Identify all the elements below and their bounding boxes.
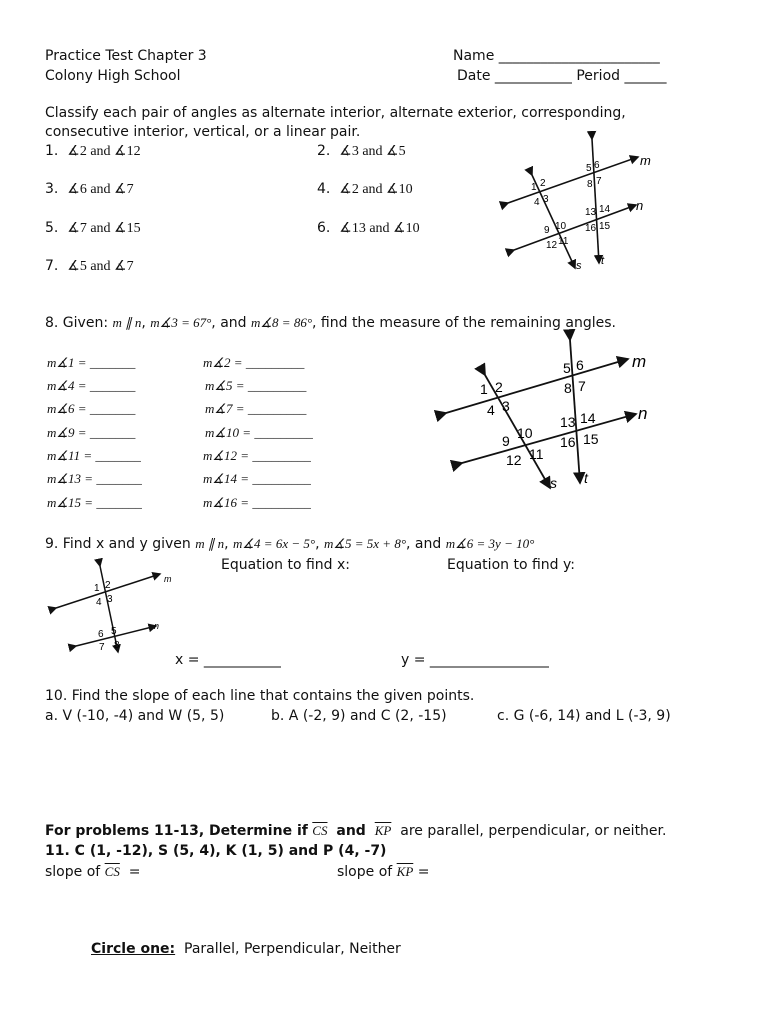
blank-m6[interactable]: m∡6 = _______	[47, 401, 136, 416]
name-field[interactable]: Name _______________________	[453, 48, 660, 64]
blank-m12[interactable]: m∡12 = _________	[203, 448, 311, 463]
q8-prompt: 8. Given: m ∥ n, m∡3 = 67°, and m∡8 = 86°, find the measure of the remaining angles.	[45, 315, 616, 331]
svg-text:m: m	[632, 352, 647, 371]
slope-kp-label: slope of $\overline{KP}$ =	[337, 864, 430, 880]
transversal-diagram-q9	[48, 560, 178, 660]
date-period-field[interactable]: Date ___________ Period ______	[457, 68, 667, 84]
transversal-diagram-small	[500, 135, 650, 275]
svg-text:8: 8	[587, 179, 593, 190]
transversal-diagram-large	[440, 335, 660, 495]
svg-text:12: 12	[506, 452, 522, 468]
svg-text:s: s	[576, 260, 582, 272]
svg-text:5: 5	[586, 163, 592, 174]
instructions-line-2: consecutive interior, vertical, or a linear pair.	[45, 124, 361, 140]
svg-text:11: 11	[529, 446, 544, 462]
x-answer-blank[interactable]: x = ___________	[175, 652, 281, 668]
svg-text:14: 14	[580, 410, 596, 426]
svg-text:16: 16	[560, 434, 576, 450]
svg-text:11: 11	[558, 236, 569, 247]
q10-part-b: b. A (-2, 9) and C (2, -15)	[271, 708, 447, 724]
svg-text:9: 9	[502, 433, 510, 449]
svg-text:5: 5	[563, 360, 571, 376]
svg-text:t: t	[601, 255, 605, 267]
course-title: Practice Test Chapter 3	[45, 48, 207, 64]
classify-item-2: 2. ∡3 and ∡5	[317, 143, 406, 159]
blank-m11[interactable]: m∡11 = _______	[47, 448, 141, 463]
q10-part-c: c. G (-6, 14) and L (-3, 9)	[497, 708, 671, 724]
svg-text:7: 7	[578, 378, 586, 394]
equation-x-label: Equation to find x:	[221, 557, 350, 573]
svg-text:2: 2	[105, 580, 111, 591]
svg-text:8: 8	[114, 640, 120, 651]
circle-one-label: Circle one:	[91, 941, 176, 957]
svg-text:n: n	[154, 621, 160, 631]
blank-m9[interactable]: m∡9 = _______	[47, 425, 136, 440]
circle-one-row	[91, 941, 401, 957]
blank-m16[interactable]: m∡16 = _________	[203, 495, 311, 510]
problems-11-13-instructions: For problems 11-13, Determine if $\overline{CS}$ and $\overline{KP}$ are parallel, perpendicular, or neither.	[45, 823, 667, 839]
svg-text:6: 6	[98, 629, 104, 640]
blank-m4[interactable]: m∡4 = _______	[47, 378, 136, 393]
svg-text:9: 9	[544, 225, 550, 236]
y-answer-blank[interactable]: y = _________________	[401, 652, 549, 668]
svg-text:4: 4	[487, 402, 495, 418]
svg-text:2: 2	[540, 178, 546, 189]
svg-text:7: 7	[596, 176, 602, 187]
svg-text:t: t	[584, 470, 588, 486]
classify-item-1: 1. ∡2 and ∡12	[45, 143, 141, 159]
q10-part-a: a. V (-10, -4) and W (5, 5)	[45, 708, 225, 724]
svg-text:3: 3	[502, 398, 510, 414]
blank-m1[interactable]: m∡1 = _______	[47, 355, 136, 370]
svg-text:1: 1	[531, 182, 537, 193]
svg-text:n: n	[636, 198, 644, 213]
svg-text:m: m	[640, 153, 651, 168]
svg-text:6: 6	[594, 160, 600, 171]
svg-text:3: 3	[543, 194, 549, 205]
svg-text:2: 2	[495, 379, 503, 395]
classify-item-7: 7. ∡5 and ∡7	[45, 258, 134, 274]
svg-text:7: 7	[99, 642, 105, 653]
svg-text:n: n	[638, 404, 648, 423]
blank-m2[interactable]: m∡2 = _________	[203, 355, 305, 370]
svg-text:5: 5	[111, 626, 117, 637]
svg-text:10: 10	[555, 221, 567, 232]
circle-one-choices[interactable]: Parallel, Perpendicular, Neither	[184, 941, 401, 957]
svg-text:12: 12	[546, 240, 558, 251]
q9-prompt: 9. Find x and y given m ∥ n, m∡4 = 6x − 5°, m∡5 = 5x + 8°, and m∡6 = 3y − 10°	[45, 536, 535, 552]
slope-cs-label: slope of $\overline{CS}$ =	[45, 864, 141, 880]
blank-m7[interactable]: m∡7 = _________	[205, 401, 307, 416]
q11-title: 11. C (1, -12), S (5, 4), K (1, 5) and P (4, -7)	[45, 843, 387, 859]
classify-item-6: 6. ∡13 and ∡10	[317, 220, 420, 236]
svg-text:m: m	[164, 574, 172, 584]
svg-text:13: 13	[585, 207, 597, 218]
svg-text:15: 15	[599, 221, 611, 232]
svg-text:13: 13	[560, 414, 576, 430]
school-name: Colony High School	[45, 68, 181, 84]
svg-text:8: 8	[564, 380, 572, 396]
svg-text:s: s	[550, 475, 557, 491]
svg-text:4: 4	[96, 597, 102, 608]
svg-text:1: 1	[94, 583, 100, 594]
blank-m14[interactable]: m∡14 = _________	[203, 471, 311, 486]
classify-item-5: 5. ∡7 and ∡15	[45, 220, 141, 236]
svg-text:14: 14	[599, 204, 611, 215]
svg-text:10: 10	[517, 425, 533, 441]
blank-m5[interactable]: m∡5 = _________	[205, 378, 307, 393]
svg-text:16: 16	[585, 223, 597, 234]
svg-text:6: 6	[576, 357, 584, 373]
blank-m13[interactable]: m∡13 = _______	[47, 471, 142, 486]
svg-text:1: 1	[480, 381, 488, 397]
blank-m10[interactable]: m∡10 = _________	[205, 425, 313, 440]
svg-text:4: 4	[534, 197, 540, 208]
equation-y-label: Equation to find y:	[447, 557, 575, 573]
svg-text:3: 3	[107, 594, 113, 605]
classify-item-4: 4. ∡2 and ∡10	[317, 181, 413, 197]
q10-prompt: 10. Find the slope of each line that contains the given points.	[45, 688, 475, 704]
blank-m15[interactable]: m∡15 = _______	[47, 495, 142, 510]
instructions-line-1: Classify each pair of angles as alternate interior, alternate exterior, corresponding,	[45, 105, 626, 121]
classify-item-3: 3. ∡6 and ∡7	[45, 181, 134, 197]
svg-text:15: 15	[583, 431, 599, 447]
